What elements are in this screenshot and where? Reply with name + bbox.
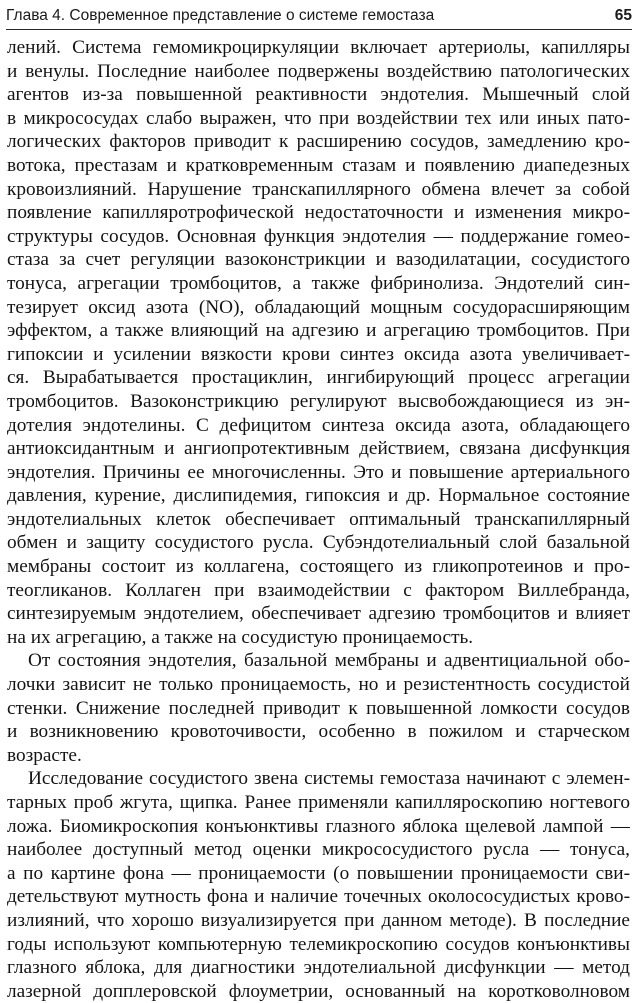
text-line: наиболее доступный метод оценки микрососудистого русла — тонуса, (7, 839, 630, 861)
text-line: давления, курение, дислипидемия, гипоксия и др. Нормальное состояние (7, 485, 630, 507)
text-line: стенки. Снижение последней приводит к повышенной ломкости сосудов (7, 697, 630, 719)
text-line: дотелия эндотелины. С дефицитом синтеза оксида азота, обладающего (7, 414, 630, 436)
text-line: излияний, что хорошо визуализируется при данном методе). В последние (7, 909, 630, 931)
running-header (6, 4, 632, 28)
text-line: возрасте. (7, 744, 82, 766)
text-line: синтезируемым эндотелием, обеспечивает адгезию тромбоцитов и влияет (7, 603, 630, 625)
text-line: эндотелиальных клеток обеспечивает оптимальный транскапиллярный (7, 508, 630, 530)
text-line: в микрососудах слабо выражен, что при воздействии тех или иных пато- (7, 107, 630, 129)
text-line: лочки зависит не только проницаемость, но и резистентность сосудистой (7, 674, 630, 696)
text-line: тезирует оксид азота (NO), обладающий мощным сосудорасширяющим (7, 296, 630, 318)
text-line: логических факторов приводит к расширению сосудов, замедлению кро- (7, 131, 630, 153)
text-line: кровоизлияний. Нарушение транскапиллярного обмена влечет за собой (7, 178, 630, 200)
text-line: годы используют компьютерную телемикроскопию сосудов конъюнктивы (7, 933, 630, 955)
text-line: обмен и защиту сосудистого русла. Субэндотелиальный слой базальной (7, 532, 630, 554)
text-line: структуры сосудов. Основная функция эндотелия — поддержание гомео- (7, 225, 630, 247)
text-line: теогликанов. Коллаген при взаимодействии с фактором Виллебранда, (7, 579, 630, 601)
text-line: лений. Система гемомикроциркуляции включает артериолы, капилляры (7, 37, 630, 58)
text-line: а по картине фона — проницаемости (о повышении проницаемости сви- (7, 862, 630, 884)
chapter-title: Глава 4. Современное представление о системе гемостаза (6, 7, 435, 24)
page-number: 65 (614, 7, 632, 24)
text-line: эндотелия. Причины ее многочисленны. Это и повышение артериального (7, 461, 630, 483)
text-line: стаза за счет регуляции вазоконстрикции и вазодилатации, сосудистого (7, 249, 630, 271)
text-line: антиоксидантным и ангиопротективным действием, связана дисфункция (7, 438, 630, 460)
body-text (7, 36, 630, 1003)
text-line: Исследование сосудистого звена системы гемостаза начинают с элемен- (28, 768, 630, 790)
text-line: детельствуют мутность фона и наличие точечных околососудистых крово- (7, 886, 630, 908)
text-line: тромбоцитов. Вазоконстрикцию регулируют высвобождающиеся из эн- (7, 390, 630, 412)
text-line: тарных проб жгута, щипка. Ранее применяли капилляроскопию ногтевого (7, 792, 630, 813)
text-line: мембраны состоит из коллагена, состоящего из гликопротеинов и про- (7, 556, 630, 578)
text-line: и возникновению кровоточивости, особенно в пожилом и старческом (7, 721, 630, 743)
text-line: ложа. Биомикроскопия конъюнктивы глазного яблока щелевой лампой — (7, 815, 630, 837)
text-line: и венулы. Последние наиболее подвержены воздействию патологических (7, 60, 630, 82)
text-line: глазного яблока, для диагностики эндотелиальной дисфункции — метод (7, 957, 630, 979)
text-line: От состояния эндотелия, базальной мембраны и адвентициальной обо- (28, 650, 630, 672)
text-line: вотока, престазам и кратковременным стазам и появлению диапедезных (7, 154, 630, 176)
text-line: ся. Вырабатывается простациклин, ингибирующий процесс агрегации (7, 367, 630, 389)
text-line: тонуса, агрегации тромбоцитов, а также фибринолиза. Эндотелий син- (7, 272, 630, 294)
text-line: на их агрегацию, а также на сосудистую проницаемость. (7, 626, 474, 648)
text-line: агентов из-за повышенной реактивности эндотелия. Мышечный слой (7, 84, 630, 106)
text-line: лазерной допплеровской флоуметрии, основанный на коротковолновом (7, 980, 630, 1002)
text-line: эффектом, а также влияющий на адгезию и агрегацию тромбоцитов. При (7, 320, 630, 342)
text-line: появление капилляротрофической недостаточности и изменения микро- (7, 202, 630, 224)
text-line: гипоксии и усилении вязкости крови синтез оксида азота увеличивает- (7, 343, 630, 365)
header-divider (6, 29, 632, 30)
